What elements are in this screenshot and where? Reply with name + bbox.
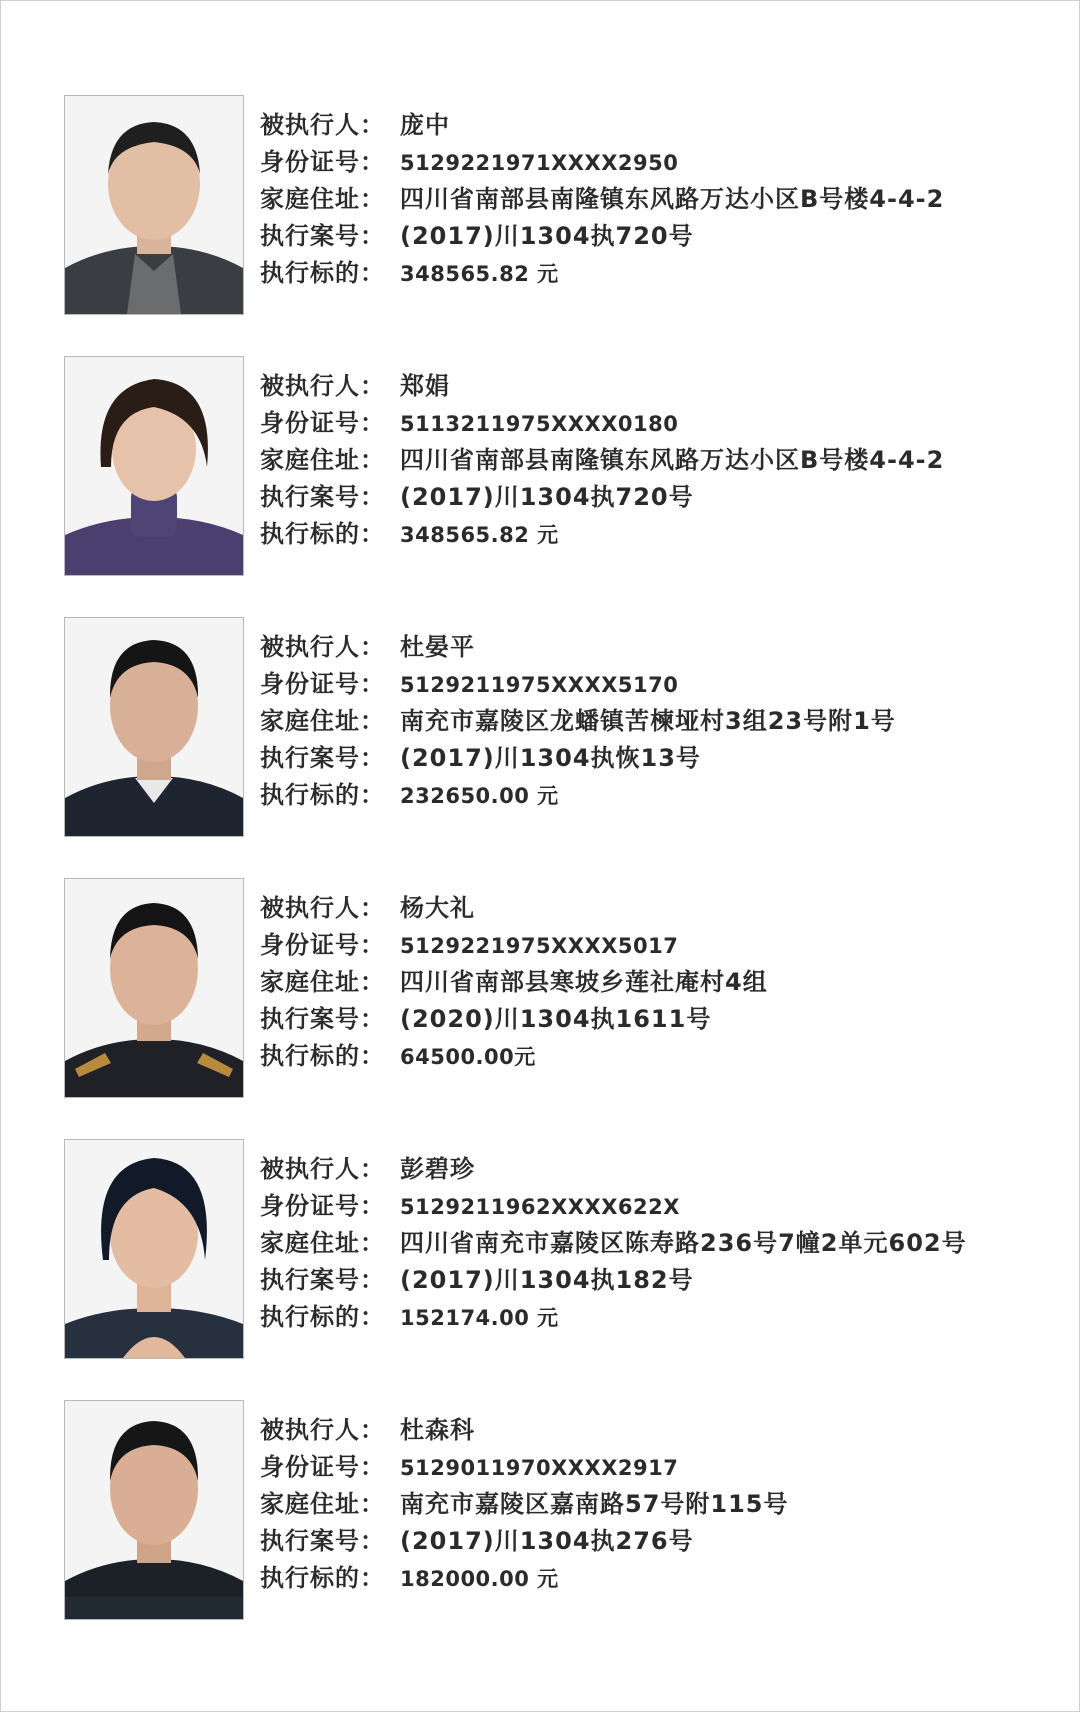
- case-number-row: [260, 1001, 768, 1038]
- id-number: 5129011970XXXX2917: [400, 1456, 679, 1480]
- case-number: (2017)川1304执276号: [400, 1527, 694, 1555]
- case-number-label: 执行案号：: [260, 483, 385, 511]
- amount-label: 执行标的：: [260, 259, 385, 287]
- id-number: 5129211975XXXX5170: [400, 673, 679, 697]
- case-number-label: 执行案号：: [260, 744, 385, 772]
- home-address: 四川省南部县寒坡乡莲社庵村4组: [400, 968, 768, 996]
- amount-label: 执行标的：: [260, 1303, 385, 1331]
- amount-row: [260, 777, 896, 814]
- id-number-row: [260, 927, 768, 964]
- case-number-row: [260, 740, 896, 777]
- person-photo: [64, 356, 244, 576]
- person-entry: [64, 878, 1024, 1098]
- id-number: 5129211962XXXX622X: [400, 1195, 680, 1219]
- case-number: (2017)川1304执182号: [400, 1266, 694, 1294]
- amount-label: 执行标的：: [260, 781, 385, 809]
- debtor-name: 杜晏平: [400, 633, 475, 661]
- case-number: (2017)川1304执720号: [400, 483, 694, 511]
- id-number-label: 身份证号：: [260, 409, 385, 437]
- id-number: 5129221971XXXX2950: [400, 151, 679, 175]
- address-label: 家庭住址：: [260, 446, 385, 474]
- case-number-label: 执行案号：: [260, 1266, 385, 1294]
- person-entry: [64, 1400, 1024, 1620]
- amount-row: [260, 516, 944, 553]
- id-number-label: 身份证号：: [260, 931, 385, 959]
- id-number-row: [260, 666, 896, 703]
- case-number-row: [260, 1262, 967, 1299]
- person-photo: [64, 878, 244, 1098]
- case-number-row: [260, 479, 944, 516]
- amount-label: 执行标的：: [260, 1564, 385, 1592]
- debtor-name-label: 被执行人：: [260, 633, 385, 661]
- amount-label: 执行标的：: [260, 520, 385, 548]
- address-row: [260, 1486, 789, 1523]
- home-address: 南充市嘉陵区嘉南路57号附115号: [400, 1490, 789, 1518]
- debtor-name-row: [260, 890, 768, 927]
- amount-row: [260, 1299, 967, 1336]
- home-address: 四川省南部县南隆镇东风路万达小区B号楼4-4-2: [400, 446, 945, 474]
- debtor-name-row: [260, 368, 944, 405]
- address-label: 家庭住址：: [260, 968, 385, 996]
- address-label: 家庭住址：: [260, 1490, 385, 1518]
- case-number-label: 执行案号：: [260, 1527, 385, 1555]
- case-number-row: [260, 1523, 789, 1560]
- home-address: 四川省南部县南隆镇东风路万达小区B号楼4-4-2: [400, 185, 945, 213]
- id-number-label: 身份证号：: [260, 1453, 385, 1481]
- address-row: [260, 442, 944, 479]
- person-entry: [64, 356, 1024, 576]
- amount-label: 执行标的：: [260, 1042, 385, 1070]
- execution-amount: 348565.82 元: [400, 523, 559, 547]
- execution-amount: 182000.00 元: [400, 1567, 559, 1591]
- id-number-row: [260, 144, 944, 181]
- person-photo: [64, 1400, 244, 1620]
- id-number: 5113211975XXXX0180: [400, 412, 679, 436]
- address-label: 家庭住址：: [260, 1229, 385, 1257]
- case-number-label: 执行案号：: [260, 1005, 385, 1033]
- id-number-label: 身份证号：: [260, 670, 385, 698]
- execution-amount: 152174.00 元: [400, 1306, 559, 1330]
- home-address: 南充市嘉陵区龙蟠镇苦楝垭村3组23号附1号: [400, 707, 896, 735]
- person-entry: [64, 95, 1024, 315]
- person-photo: [64, 617, 244, 837]
- debtor-name-label: 被执行人：: [260, 894, 385, 922]
- case-number-label: 执行案号：: [260, 222, 385, 250]
- debtor-name-row: [260, 629, 896, 666]
- address-row: [260, 1225, 967, 1262]
- execution-amount: 64500.00元: [400, 1045, 536, 1069]
- id-number-row: [260, 405, 944, 442]
- address-row: [260, 964, 768, 1001]
- debtor-name-label: 被执行人：: [260, 372, 385, 400]
- execution-amount: 348565.82 元: [400, 262, 559, 286]
- debtor-name-row: [260, 1151, 967, 1188]
- address-label: 家庭住址：: [260, 185, 385, 213]
- debtor-name-label: 被执行人：: [260, 1155, 385, 1183]
- debtor-name-label: 被执行人：: [260, 1416, 385, 1444]
- id-number-row: [260, 1188, 967, 1225]
- debtor-name: 杨大礼: [400, 894, 475, 922]
- person-photo: [64, 1139, 244, 1359]
- amount-row: [260, 1560, 789, 1597]
- address-label: 家庭住址：: [260, 707, 385, 735]
- debtor-name: 彭碧珍: [400, 1155, 475, 1183]
- debtor-name-row: [260, 1412, 789, 1449]
- case-number: (2017)川1304执恢13号: [400, 744, 701, 772]
- home-address: 四川省南充市嘉陵区陈寿路236号7幢2单元602号: [400, 1229, 967, 1257]
- case-number: (2020)川1304执1611号: [400, 1005, 712, 1033]
- debtor-name-label: 被执行人：: [260, 111, 385, 139]
- person-photo: [64, 95, 244, 315]
- amount-row: [260, 1038, 768, 1075]
- debtor-name: 郑娟: [400, 372, 450, 400]
- debtor-name-row: [260, 107, 944, 144]
- id-number-label: 身份证号：: [260, 148, 385, 176]
- case-number-row: [260, 218, 944, 255]
- person-entry: [64, 1139, 1024, 1359]
- person-entry: [64, 617, 1024, 837]
- id-number-row: [260, 1449, 789, 1486]
- amount-row: [260, 255, 944, 292]
- id-number-label: 身份证号：: [260, 1192, 385, 1220]
- debtor-name: 庞中: [400, 111, 450, 139]
- address-row: [260, 181, 944, 218]
- debtor-name: 杜森科: [400, 1416, 475, 1444]
- id-number: 5129221975XXXX5017: [400, 934, 679, 958]
- execution-amount: 232650.00 元: [400, 784, 559, 808]
- case-number: (2017)川1304执720号: [400, 222, 694, 250]
- address-row: [260, 703, 896, 740]
